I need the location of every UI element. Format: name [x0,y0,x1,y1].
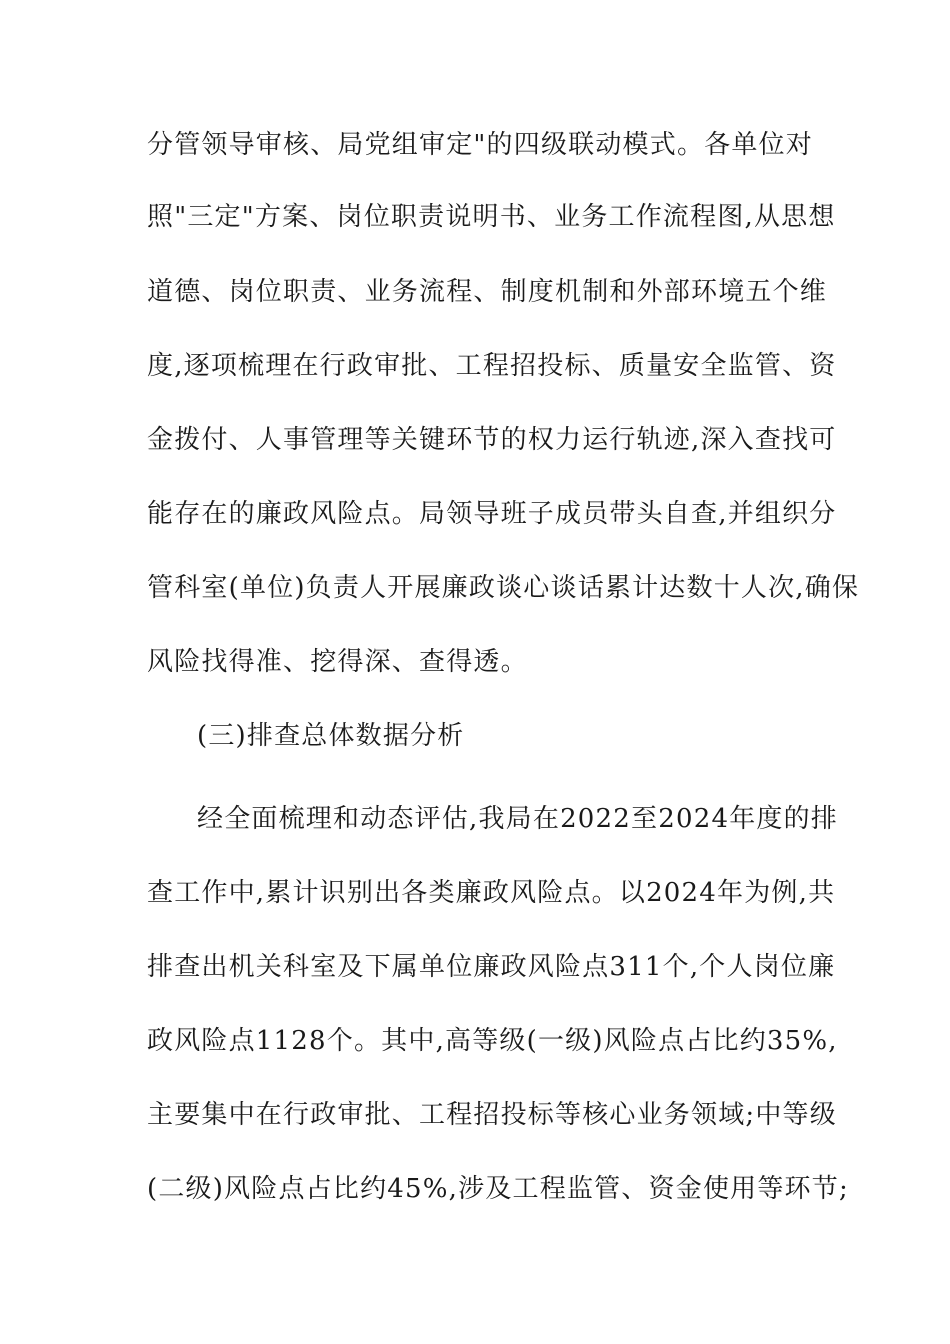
section-heading: (三)排查总体数据分析 [197,721,465,751]
paragraph-line: 度,逐项梳理在行政审批、工程招投标、质量安全监管、资 [147,351,837,381]
paragraph-line: (二级)风险点占比约45%,涉及工程监管、资金使用等环节; [147,1174,849,1204]
paragraph-line: 政风险点1128个。其中,高等级(一级)风险点占比约35%, [147,1026,838,1056]
paragraph-line: 管科室(单位)负责人开展廉政谈心谈话累计达数十人次,确保 [147,573,860,603]
paragraph-line: 能存在的廉政风险点。局领导班子成员带头自查,并组织分 [147,499,837,529]
paragraph-line: 风险找得准、挖得深、查得透。 [147,647,528,677]
paragraph-line: 分管领导审核、局党组审定"的四级联动模式。各单位对 [147,130,813,160]
paragraph-line: 查工作中,累计识别出各类廉政风险点。以2024年为例,共 [147,878,836,908]
paragraph-line: 主要集中在行政审批、工程招投标等核心业务领域;中等级 [147,1100,837,1130]
paragraph-line: 排查出机关科室及下属单位廉政风险点311个,个人岗位廉 [147,952,836,982]
paragraph-line: 道德、岗位职责、业务流程、制度机制和外部环境五个维 [147,277,828,307]
paragraph-line: 照"三定"方案、岗位职责说明书、业务工作流程图,从思想 [147,202,836,232]
paragraph-line: 经全面梳理和动态评估,我局在2022至2024年度的排 [197,804,839,834]
paragraph-line: 金拨付、人事管理等关键环节的权力运行轨迹,深入查找可 [147,425,837,455]
